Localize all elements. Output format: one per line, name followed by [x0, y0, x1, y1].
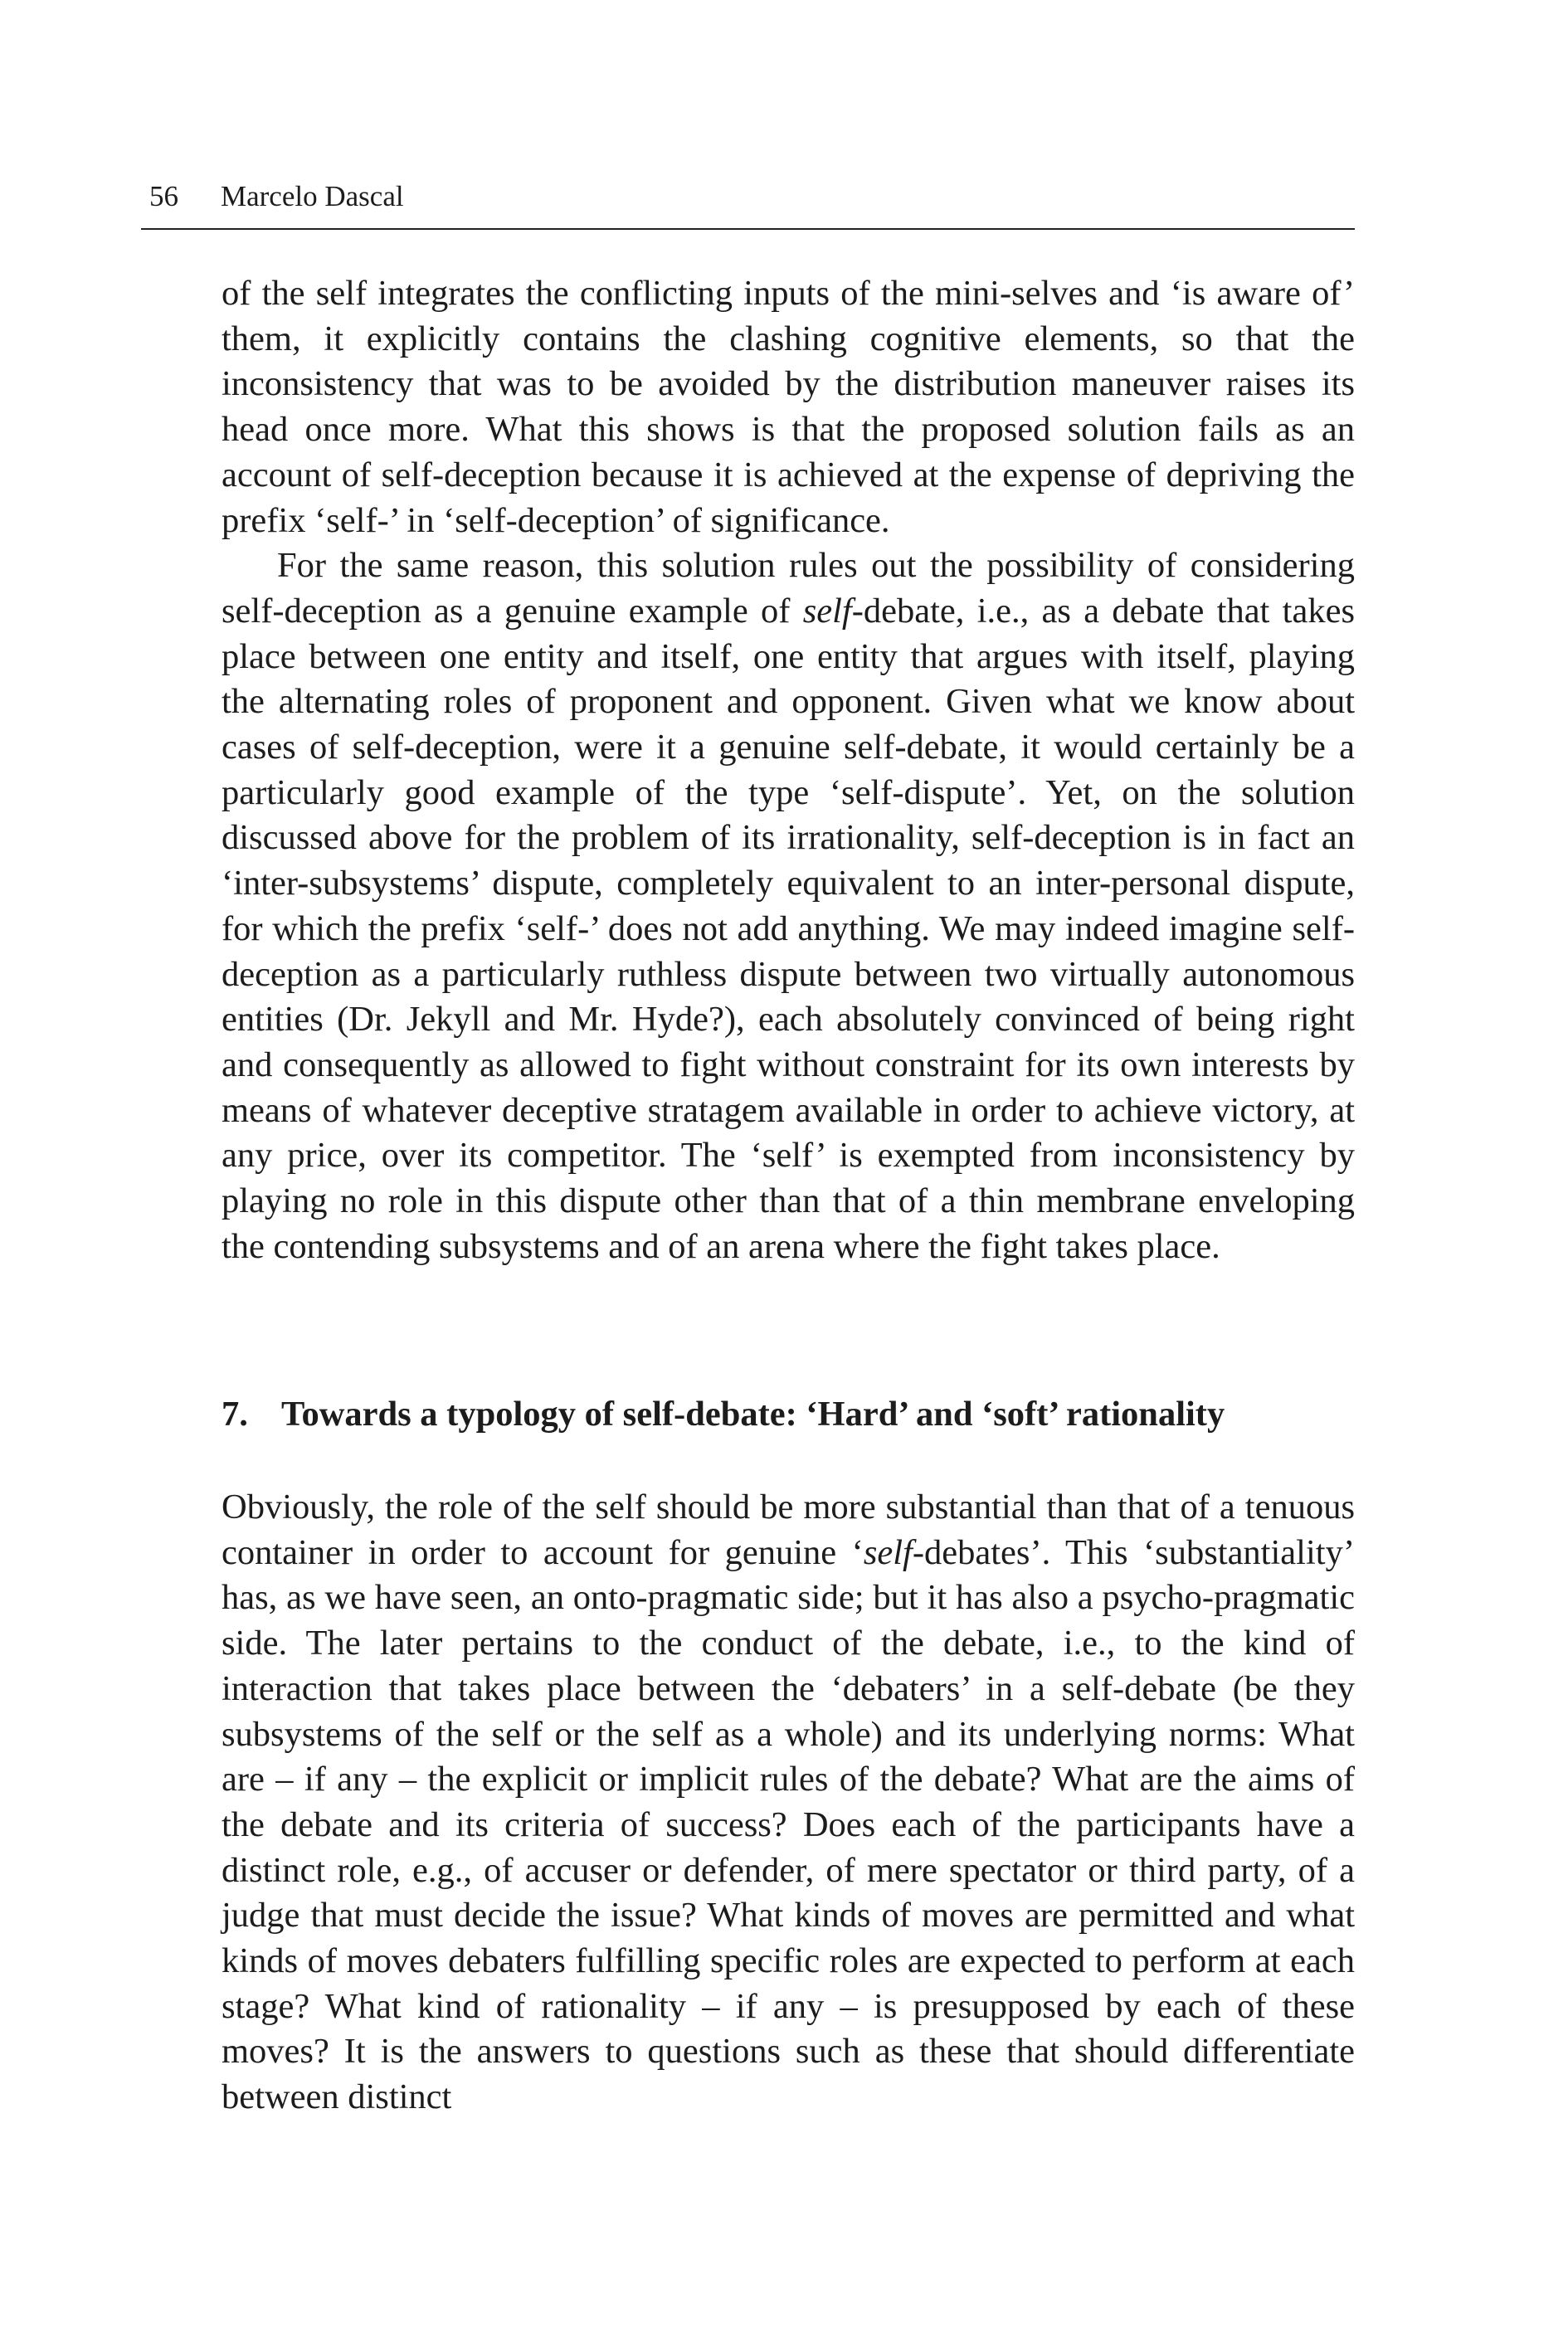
section-title: Towards a typology of self-debate: ‘Hard’ and ‘soft’ rationality	[281, 1395, 1225, 1434]
paragraph-3-italic: self	[863, 1532, 913, 1572]
paragraph-2-italic: self	[802, 591, 852, 631]
section-heading	[222, 1392, 1355, 1437]
paragraph-2	[222, 543, 1355, 1269]
paragraph-2-text-b: -debate, i.e., as a debate that takes place between one entity and itself, one entity that argues with itself, playing the alternating roles of proponent and opponent. Given what we know about cases of self-deception, were it a genuine self-debate, it would certainly be a particularly good example of the type ‘self-dispute’. Yet, on the solution discussed above for the problem of its irrationality, self-deception is in fact an ‘inter-subsystems’ dispute, completely equivalent to an inter-personal dispute, for which the prefix ‘self-’ does not add anything. We may indeed imagine self-deception as a particularly ruthless dispute between two virtually autonomous entities (Dr. Jekyll and Mr. Hyde?), each absolutely convinced of being right and consequently as allowed to fight without constraint for its own interests by means of whatever deceptive stratagem available in order to achieve victory, at any price, over its competitor. The ‘self’ is exempted from inconsistency by playing no role in this dispute other than that of a thin membrane enveloping the contending subsystems and of an arena where the fight takes place.	[222, 591, 1355, 1266]
paragraph-3-text-b: -debates’. This ‘substantiality’ has, as we have seen, an onto-pragmatic side; but it has also a psycho-pragmatic side. The later pertains to the conduct of the debate, i.e., to the kind of interaction that takes place between the ‘debaters’ in a self-debate (be they subsystems of the self or the self as a whole) and its underlying norms: What are – if any – the explicit or implicit rules of the debate? What are the aims of the debate and its criteria of success? Does each of the participants have a distinct role, e.g., of accuser or defender, of mere spectator or third party, of a judge that must decide the issue? What kinds of moves are permitted and what kinds of moves debaters fulfilling specific roles are expected to perform at each stage? What kind of rationality – if any – is presupposed by each of these moves? It is the answers to questions such as these that should differentiate between distinct	[222, 1532, 1355, 2117]
page-number: 56	[149, 180, 178, 212]
body-text-upper	[222, 271, 1355, 1269]
section-number: 7.	[222, 1395, 248, 1434]
body-text-lower	[222, 1485, 1355, 2121]
paragraph-3	[222, 1485, 1355, 2121]
paragraph-1: of the self integrates the conflicting inputs of the mini-selves and ‘is aware of’ them, it explicitly contains the clashing cognitive elements, so that the inconsistency that was to be avoided by the distribution maneuver raises its head once more. What this shows is that the proposed solution fails as an account of self-deception because it is achieved at the expense of depriving the prefix ‘self-’ in ‘self-deception’ of significance.	[222, 274, 1355, 540]
running-head	[141, 177, 1355, 230]
paragraph-3-text-a: Obviously, the role of the self should be more substantial than that of a tenuous container in order to account for genuine ‘	[222, 1488, 1355, 1572]
paragraph-2-text-a: For the same reason, this solution rules out the possibility of considering self-deception as a genuine example of	[222, 546, 1355, 631]
running-head-author: Marcelo Dascal	[221, 180, 404, 212]
